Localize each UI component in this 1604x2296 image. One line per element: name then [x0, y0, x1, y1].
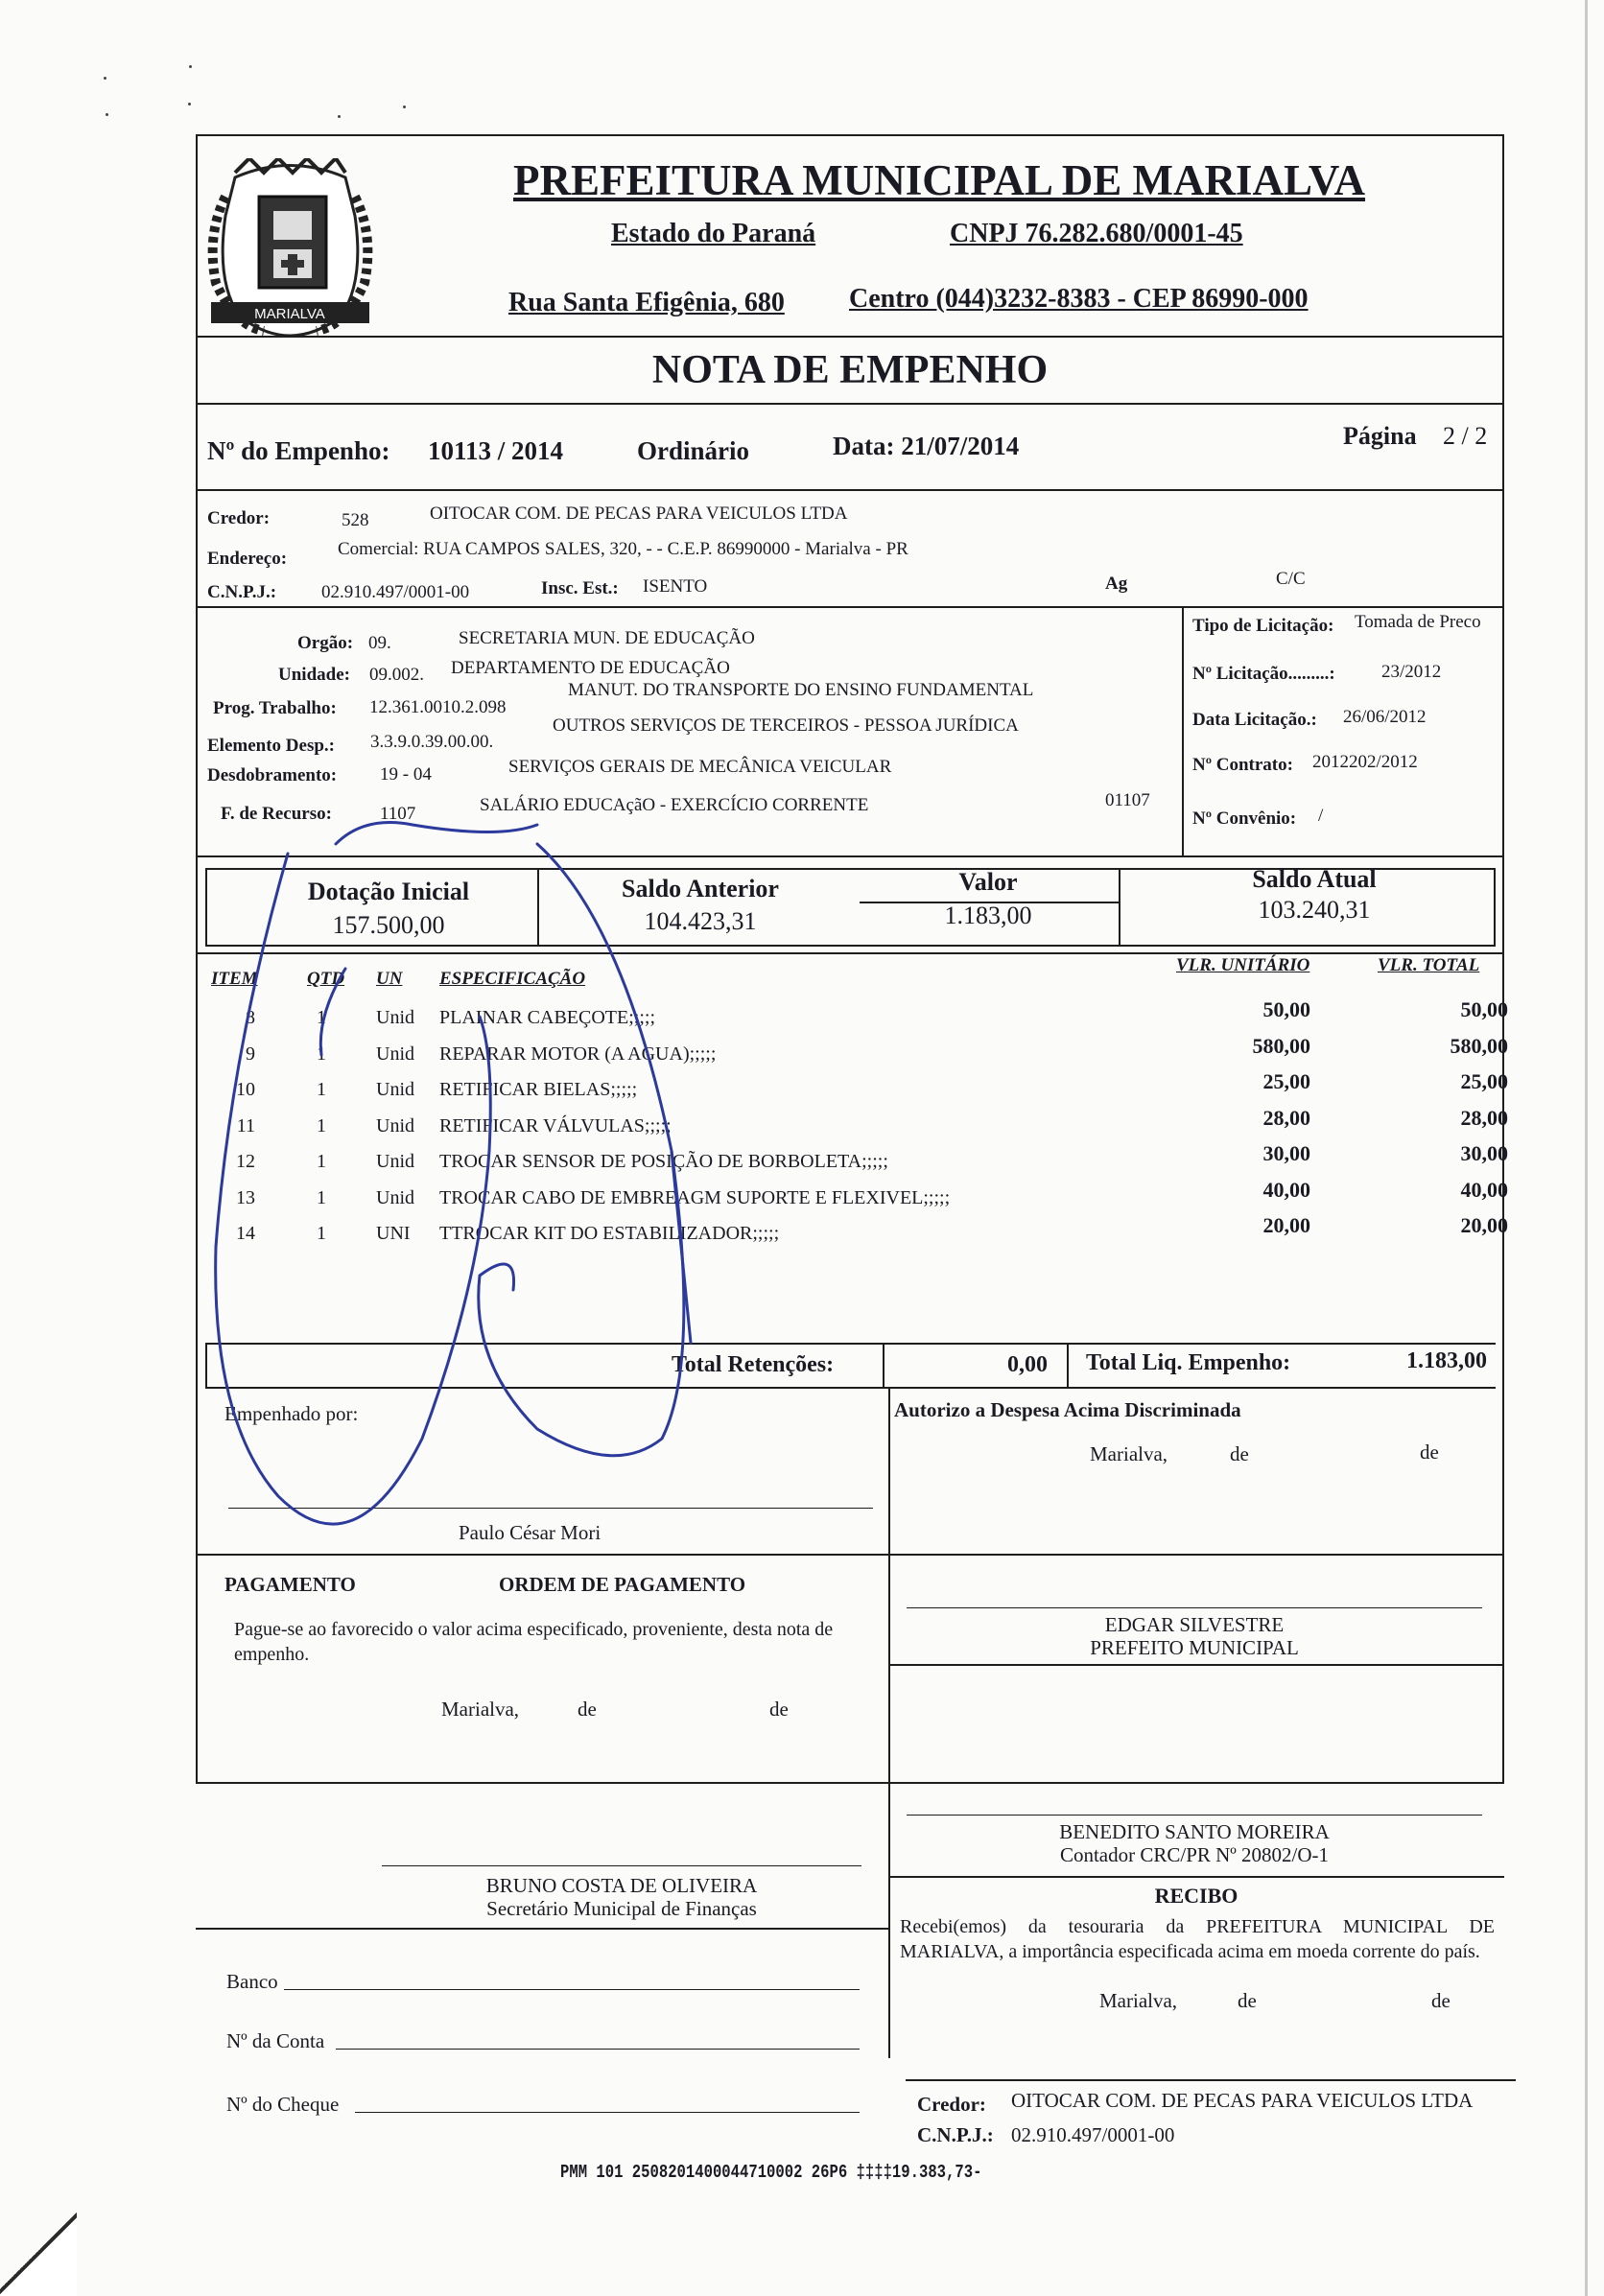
valor-label: Valor	[958, 868, 1018, 896]
num-licitacao: 23/2012	[1381, 662, 1442, 682]
item-spec: PLAINAR CABEÇOTE;;;;;	[439, 1007, 656, 1028]
saldo-anterior-value: 104.423,31	[644, 907, 757, 935]
prog-label: Prog. Trabalho:	[213, 698, 337, 718]
conta-label: Nº da Conta	[226, 2029, 325, 2052]
unidade-label: Unidade:	[278, 665, 350, 685]
recurso-label: F. de Recurso:	[221, 804, 332, 824]
pagamento-de-2: de	[769, 1698, 789, 1721]
item-unit-value: 30,00	[1262, 1141, 1310, 1165]
saldo-atual-value: 103.240,31	[1258, 896, 1371, 924]
prog-code: 12.361.0010.2.098	[369, 697, 507, 717]
empenhado-label: Empenhado por:	[224, 1402, 359, 1425]
item-qtd: 1	[317, 1079, 326, 1100]
prefeito-title: PREFEITO MUNICIPAL	[1090, 1636, 1299, 1659]
item-unit-value: 20,00	[1262, 1213, 1310, 1237]
credor-name: OITOCAR COM. DE PECAS PARA VEICULOS LTDA	[430, 504, 848, 524]
pagamento-de-1: de	[578, 1698, 597, 1721]
street-address: Rua Santa Efigênia, 680	[508, 288, 785, 317]
item-number: 9	[246, 1043, 255, 1065]
recibo-credor-label: Credor:	[917, 2093, 986, 2116]
item-unit: Unid	[376, 1186, 414, 1208]
recibo-de-2: de	[1431, 1989, 1451, 2012]
item-unit: Unid	[376, 1151, 414, 1172]
item-number: 11	[236, 1114, 255, 1136]
autorizo-de-1: de	[1230, 1442, 1249, 1465]
pagamento-title: PAGAMENTO	[224, 1573, 356, 1596]
convenio-label: Nº Convênio:	[1192, 808, 1297, 829]
item-unit-value: 580,00	[1252, 1033, 1310, 1058]
footer-code: PMM 101 2508201400044710002 26P6 ‡‡‡‡19.383,73-	[560, 2162, 982, 2183]
document-title: NOTA DE EMPENHO	[651, 348, 1049, 392]
prefeito-name: EDGAR SILVESTRE	[1104, 1613, 1285, 1636]
pagamento-place: Marialva,	[441, 1698, 520, 1721]
ag-label: Ag	[1105, 574, 1128, 594]
elem-code: 3.3.9.0.39.00.00.	[370, 732, 494, 752]
item-number: 13	[236, 1186, 255, 1208]
saldo-anterior-label: Saldo Anterior	[622, 875, 779, 902]
recibo-cnpj: 02.910.497/0001-00	[1011, 2123, 1175, 2146]
num-licitacao-label: Nº Licitação.........:	[1192, 664, 1335, 684]
item-qtd: 1	[317, 1043, 326, 1065]
cnpj-label: CNPJ 76.282.680/0001-45	[950, 219, 1243, 248]
dotacao-value: 157.500,00	[332, 911, 445, 939]
item-unit-value: 40,00	[1262, 1177, 1310, 1202]
item-number: 10	[236, 1079, 255, 1100]
contador-name: BENEDITO SANTO MOREIRA	[1059, 1820, 1330, 1843]
data-licitacao: 26/06/2012	[1343, 707, 1427, 727]
municipality-title: PREFEITURA MUNICIPAL DE MARIALVA	[513, 156, 1366, 204]
empenhado-name: Paulo César Mori	[459, 1521, 602, 1544]
item-unit: UNI	[376, 1223, 411, 1244]
saldo-atual-label: Saldo Atual	[1252, 865, 1377, 893]
crest-text: MARIALVA	[254, 306, 325, 322]
item-total-value: 25,00	[1460, 1069, 1508, 1093]
item-spec: RETIFICAR BIELAS;;;;;	[439, 1079, 638, 1100]
total-retencoes-value: 0,00	[1007, 1352, 1048, 1377]
desd-code: 19 - 04	[380, 764, 432, 785]
col-total-value: VLR. TOTAL	[1378, 955, 1480, 975]
credor-label: Credor:	[207, 508, 271, 528]
address-value: Comercial: RUA CAMPOS SALES, 320, - - C.E.P. 86990000 - Marialva - PR	[338, 539, 908, 559]
recurso-code: 1107	[380, 804, 416, 824]
item-unit-value: 28,00	[1262, 1105, 1310, 1130]
empenho-number-label: Nº do Empenho:	[207, 436, 390, 465]
tipo-licitacao: Tomada de Preco	[1355, 612, 1481, 632]
item-total-value: 50,00	[1460, 997, 1508, 1021]
col-qtd: QTD	[307, 969, 345, 989]
ie-value: ISENTO	[643, 576, 708, 597]
item-unit: Unid	[376, 1079, 414, 1100]
tipo-licitacao-label: Tipo de Licitação:	[1192, 616, 1334, 636]
item-unit: Unid	[376, 1114, 414, 1136]
orgao-name: SECRETARIA MUN. DE EDUCAÇÃO	[459, 628, 755, 648]
credor-code: 528	[342, 510, 369, 530]
recibo-text: Recebi(emos) da tesouraria da PREFEITURA MUNICIPAL DE MARIALVA, a importância especificada acima em moeda corrente do país.	[900, 1916, 1495, 1962]
item-qtd: 1	[317, 1151, 326, 1172]
dotacao-label: Dotação Inicial	[307, 878, 470, 905]
recibo-place: Marialva,	[1099, 1989, 1178, 2012]
item-total-value: 28,00	[1460, 1105, 1508, 1130]
item-spec: RETIFICAR VÁLVULAS;;;;;	[439, 1114, 672, 1136]
autorizo-place: Marialva,	[1090, 1442, 1168, 1465]
recurso-code-2: 01107	[1105, 790, 1150, 810]
col-spec: ESPECIFICAÇÃO	[439, 969, 586, 989]
pagamento-text: Pague-se ao favorecido o valor acima especificado, proveniente, desta nota de empenho.	[234, 1619, 834, 1665]
item-qtd: 1	[317, 1223, 326, 1244]
ordem-title: ORDEM DE PAGAMENTO	[499, 1573, 746, 1596]
item-spec: TTROCAR KIT DO ESTABILIZADOR;;;;;	[439, 1223, 780, 1244]
empenho-number: 10113 / 2014	[428, 436, 564, 465]
item-unit: Unid	[376, 1007, 414, 1028]
unidade-code: 09.002.	[369, 665, 424, 685]
desd-name: SERVIÇOS GERAIS DE MECÂNICA VEICULAR	[508, 757, 892, 777]
total-retencoes-label: Total Retenções:	[672, 1352, 835, 1377]
item-number: 8	[246, 1007, 255, 1028]
credor-cnpj: 02.910.497/0001-00	[321, 582, 470, 602]
item-unit: Unid	[376, 1043, 414, 1065]
contrato-label: Nº Contrato:	[1192, 755, 1293, 775]
item-number: 14	[236, 1223, 255, 1244]
col-item: ITEM	[211, 969, 258, 989]
item-unit-value: 50,00	[1262, 997, 1310, 1021]
total-liq-label: Total Liq. Empenho:	[1086, 1350, 1291, 1375]
desd-label: Desdobramento:	[207, 765, 338, 785]
ie-label: Insc. Est.:	[541, 578, 619, 598]
item-number: 12	[236, 1151, 255, 1172]
recibo-de-1: de	[1238, 1989, 1257, 2012]
prog-name: MANUT. DO TRANSPORTE DO ENSINO FUNDAMENTAL	[568, 680, 1034, 700]
item-qtd: 1	[317, 1007, 326, 1028]
empenho-type: Ordinário	[637, 436, 750, 465]
elem-name: OUTROS SERVIÇOS DE TERCEIROS - PESSOA JURÍDICA	[553, 715, 1019, 736]
empenho-date: Data: 21/07/2014	[833, 432, 1020, 460]
banco-label: Banco	[226, 1970, 278, 1993]
page-label: Página	[1343, 422, 1417, 450]
address-label: Endereço:	[207, 549, 288, 569]
secretario-name: BRUNO COSTA DE OLIVEIRA	[485, 1874, 758, 1897]
contact-info: Centro (044)3232-8383 - CEP 86990-000	[849, 284, 1309, 314]
recibo-cnpj-label: C.N.P.J.:	[917, 2123, 994, 2146]
page-number: 2 / 2	[1443, 422, 1488, 450]
item-unit-value: 25,00	[1262, 1069, 1310, 1093]
col-unit-value: VLR. UNITÁRIO	[1176, 955, 1310, 975]
item-total-value: 580,00	[1450, 1033, 1508, 1058]
item-spec: TROCAR CABO DE EMBREAGM SUPORTE E FLEXIVEL;;;;;	[439, 1186, 951, 1208]
cc-label: C/C	[1276, 569, 1306, 589]
recibo-credor: OITOCAR COM. DE PECAS PARA VEICULOS LTDA	[1011, 2089, 1474, 2112]
item-qtd: 1	[317, 1114, 326, 1136]
recurso-name: SALÁRIO EDUCAçãO - EXERCÍCIO CORRENTE	[480, 795, 869, 815]
data-licitacao-label: Data Licitação.:	[1192, 710, 1317, 730]
cnpj-label-credor: C.N.P.J.:	[207, 582, 277, 602]
autorizo-label: Autorizo a Despesa Acima Discriminada	[894, 1398, 1241, 1421]
elem-label: Elemento Desp.:	[207, 736, 335, 756]
item-spec: REPARAR MOTOR (A AGUA);;;;;	[439, 1043, 717, 1065]
valor-value: 1.183,00	[944, 902, 1032, 929]
cheque-label: Nº do Cheque	[226, 2093, 340, 2116]
item-total-value: 20,00	[1460, 1213, 1508, 1237]
orgao-code: 09.	[368, 633, 391, 653]
item-spec: TROCAR SENSOR DE POSIÇÃO DE BORBOLETA;;;;;	[439, 1151, 888, 1172]
state-label: Estado do Paraná	[611, 219, 816, 248]
autorizo-de-2: de	[1420, 1441, 1439, 1464]
secretario-title: Secretário Municipal de Finanças	[486, 1897, 757, 1920]
col-un: UN	[376, 969, 403, 989]
contador-title: Contador CRC/PR Nº 20802/O-1	[1059, 1843, 1330, 1866]
item-qtd: 1	[317, 1186, 326, 1208]
item-total-value: 40,00	[1460, 1177, 1508, 1202]
total-liq-value: 1.183,00	[1406, 1348, 1487, 1373]
orgao-label: Orgão:	[297, 633, 354, 653]
recibo-title: RECIBO	[1154, 1884, 1238, 1908]
convenio-value: /	[1318, 806, 1324, 826]
item-total-value: 30,00	[1460, 1141, 1508, 1165]
unidade-name: DEPARTAMENTO DE EDUCAÇÃO	[451, 658, 730, 678]
contrato-value: 2012202/2012	[1312, 752, 1418, 772]
